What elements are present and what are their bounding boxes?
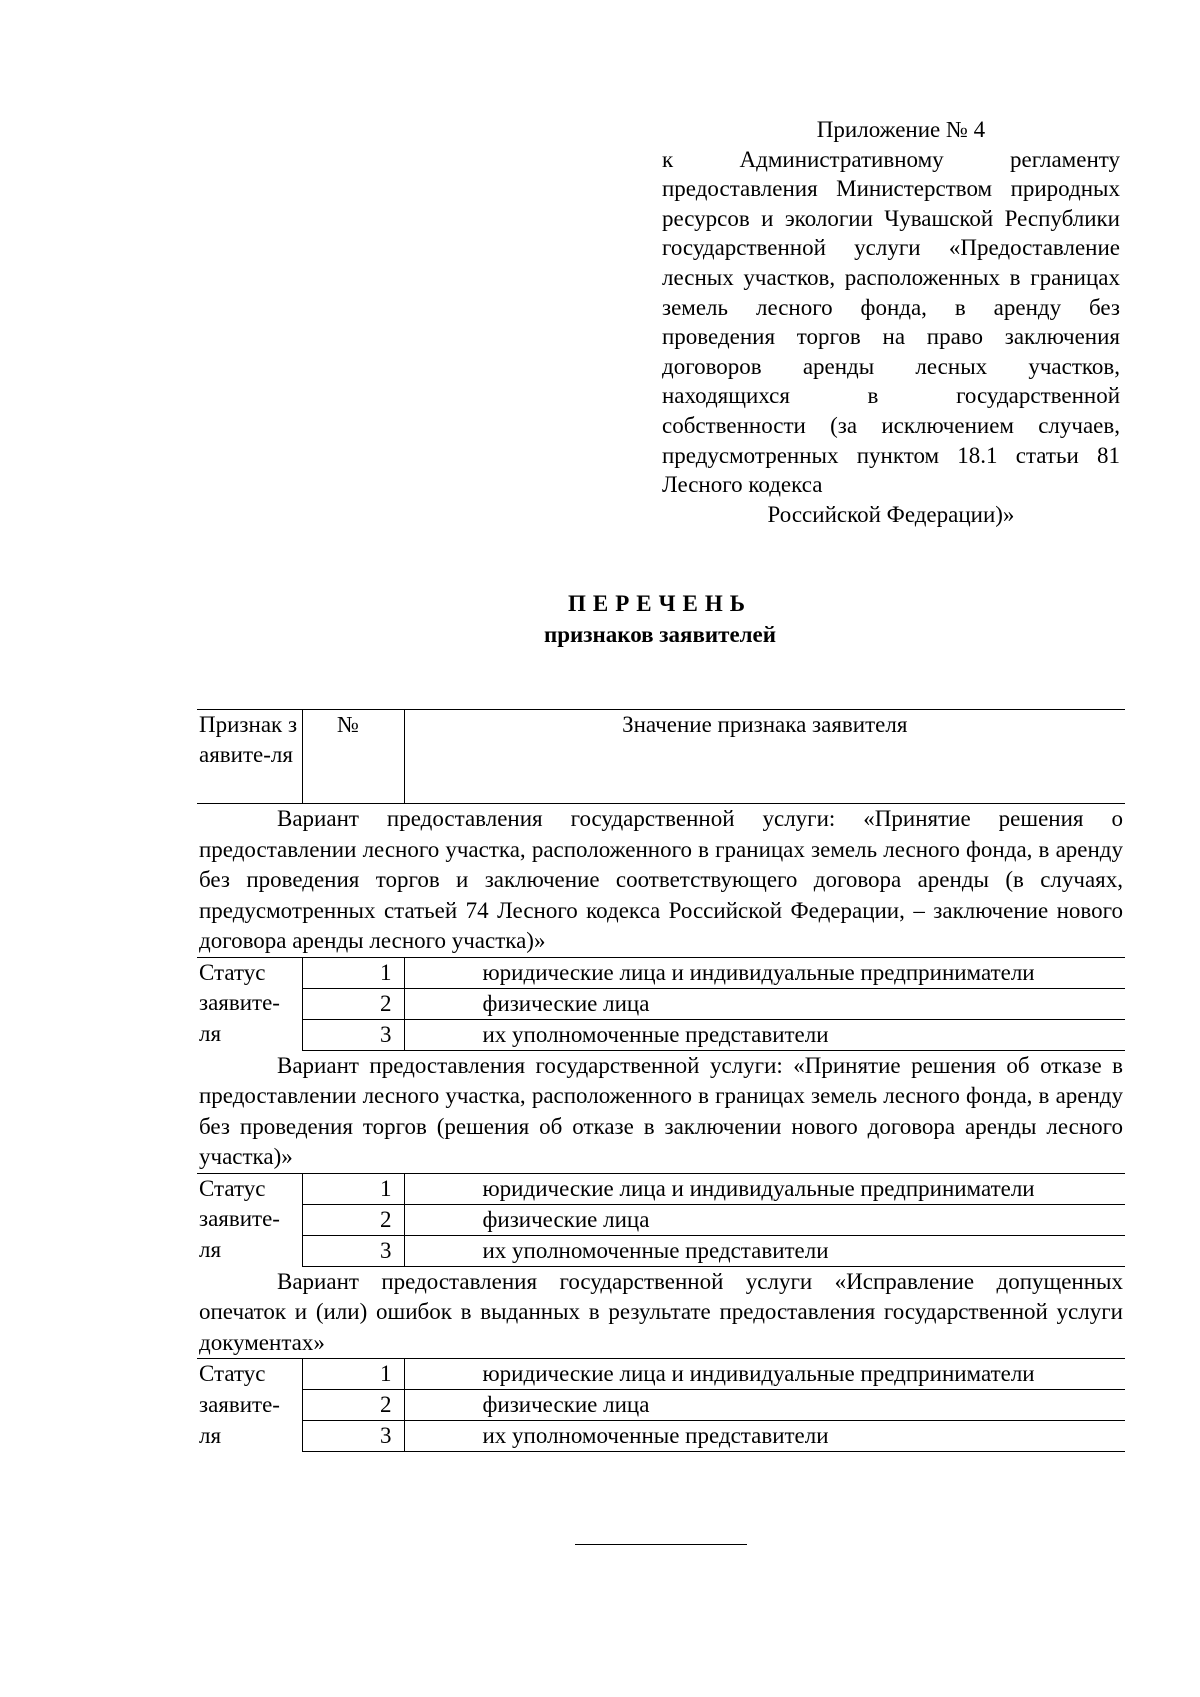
table-row <box>197 957 1125 988</box>
value-cell: юридические лица и индивидуальные предприниматели <box>404 1359 1125 1390</box>
appendix-block <box>662 115 1120 529</box>
status-cell: Статус <box>197 1359 302 1390</box>
variant-text: Вариант предоставления государственной услуги: «Принятие решения об отказе в предоставлении лесного участка, расположенного в границах земель лесного фонда, в аренду без проведения торгов (решения об отказе в заключении нового договора аренды лесного участка)» <box>197 1050 1125 1173</box>
table-row <box>197 1173 1125 1204</box>
heading-title: ПЕРЕЧЕНЬ <box>568 591 752 616</box>
number-cell: 1 <box>302 1173 404 1204</box>
value-cell: их уполномоченные представители <box>404 1421 1125 1452</box>
number-cell: 2 <box>302 988 404 1019</box>
variant-row <box>197 804 1125 958</box>
number-cell: 1 <box>302 957 404 988</box>
header-number: № <box>302 710 404 804</box>
value-cell: их уполномоченные представители <box>404 1235 1125 1266</box>
heading-subtitle: признаков заявителей <box>543 622 777 647</box>
status-cell: ля <box>197 1019 302 1050</box>
number-cell: 3 <box>302 1019 404 1050</box>
status-cell: заявите- <box>197 1204 302 1235</box>
table-header-row <box>197 710 1125 804</box>
number-cell: 2 <box>302 1204 404 1235</box>
table-row <box>197 1019 1125 1050</box>
number-cell: 1 <box>302 1359 404 1390</box>
value-cell: их уполномоченные представители <box>404 1019 1125 1050</box>
table-row <box>197 1235 1125 1266</box>
status-cell: Статус <box>197 957 302 988</box>
applicant-features-table <box>197 709 1125 1452</box>
table-row <box>197 1359 1125 1390</box>
value-cell: физические лица <box>404 1390 1125 1421</box>
table-row <box>197 1204 1125 1235</box>
table-row <box>197 1390 1125 1421</box>
status-cell: заявите- <box>197 1390 302 1421</box>
number-cell: 3 <box>302 1235 404 1266</box>
document-heading <box>0 588 1200 650</box>
appendix-title: Приложение № 4 <box>816 117 986 142</box>
header-feature: Признак заявите-ля <box>197 710 302 804</box>
status-cell: ля <box>197 1235 302 1266</box>
table-row <box>197 988 1125 1019</box>
variant-row <box>197 1050 1125 1173</box>
table-row <box>197 1421 1125 1452</box>
status-cell: ля <box>197 1421 302 1452</box>
status-cell: заявите- <box>197 988 302 1019</box>
header-value: Значение признака заявителя <box>404 710 1125 804</box>
appendix-last-line: Российской Федерации)» <box>767 501 1015 527</box>
variant-text: Вариант предоставления государственной услуги: «Принятие решения о предоставлении лесного участка, расположенного в границах земель лесного фонда, в аренду без проведения торгов и заключение соответствующего договора аренды (в случаях, предусмотренных статьей 74 Лесного кодекса Российской Федерации, – заключение нового договора аренды лесного участка)» <box>197 804 1125 958</box>
value-cell: физические лица <box>404 988 1125 1019</box>
variant-row <box>197 1266 1125 1359</box>
number-cell: 3 <box>302 1421 404 1452</box>
appendix-body: к Административному регламенту предоставления Министерством природных ресурсов и экологии Чувашской Республики государственной услуги «Предоставление лесных участков, расположенных в границах земель лесного фонда, в аренду без проведения торгов на право заключения договоров аренды лесных участков, находящихся в государственной собственности (за исключением случаев, предусмотренных пунктом 18.1 статьи 81 Лесного кодекса <box>662 146 1120 498</box>
status-cell: Статус <box>197 1173 302 1204</box>
end-divider <box>575 1544 747 1545</box>
variant-text: Вариант предоставления государственной услуги «Исправление допущенных опечаток и (или) ошибок в выданных в результате предоставления государственной услуги документах» <box>197 1266 1125 1359</box>
number-cell: 2 <box>302 1390 404 1421</box>
value-cell: юридические лица и индивидуальные предприниматели <box>404 957 1125 988</box>
value-cell: юридические лица и индивидуальные предприниматели <box>404 1173 1125 1204</box>
value-cell: физические лица <box>404 1204 1125 1235</box>
